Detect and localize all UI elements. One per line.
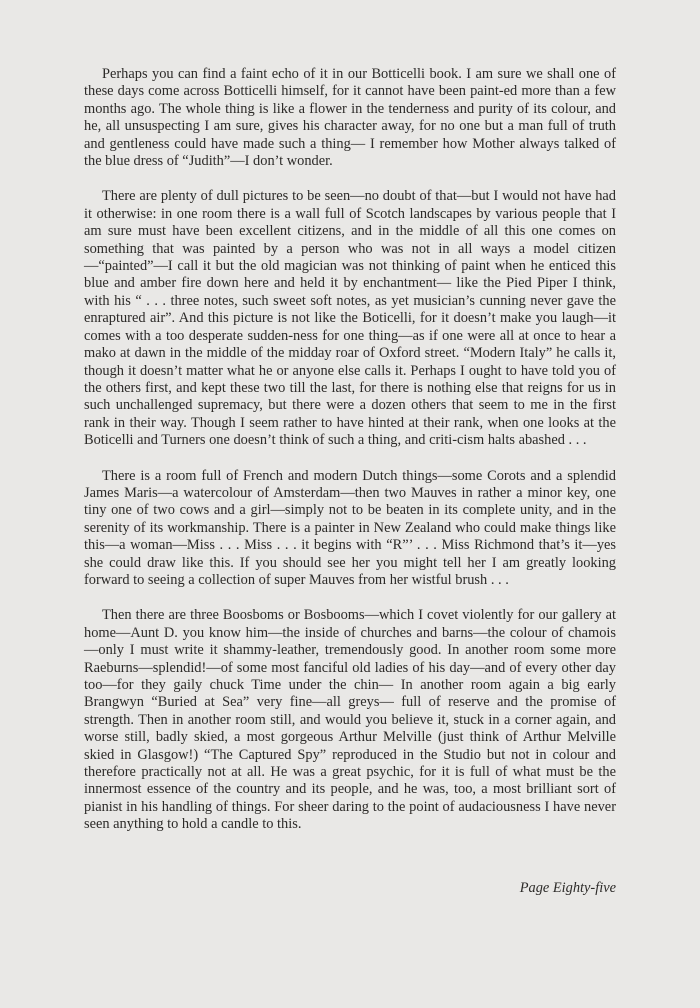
page-number: Page Eighty-five (519, 880, 616, 896)
paragraph-1-text: Perhaps you can find a faint echo of it in our Botticelli book. I am sure we shall one of these days come across Botticelli himself, for it cannot have been paint-ed more than a few months ago. The whole thing is like a flower in the tenderness and purity of its colour, and he, all unsuspecting I am sure, gives his character away, for no one but a man full of truth and gentleness could have made such a thing— I remember how Mother always talked of the blue dress of “Judith”—I don’t wonder. (84, 66, 616, 170)
paragraph-3-text: There is a room full of French and modern Dutch things—some Corots and a splendid James Maris—a watercolour of Amsterdam—then two Mauves in rather a minor key, one tiny one of two cows and a girl—simply not to be beaten in its complete unity, and in the serenity of its workmanship. There is a painter in New Zealand who could make things like this—a woman—Miss . . . Miss . . . it begins with “R”’ . . . Miss Richmond that’s it—yes she could draw like this. If you should see her you might tell her I am greatly looking forward to seeing a collection of super Mauves from her wistful brush . . . (84, 467, 616, 588)
paragraph-4 (84, 607, 616, 833)
paragraph-4-text: Then there are three Boosboms or Bosbooms—which I covet violently for our gallery at home—Aunt D. you know him—the inside of churches and barns—the colour of chamois—only I must write it shammy-leather, tremendously good. In another room some more Raeburns—splendid!—of some most fanciful old ladies of his day—and of every other day too—for they gaily chuck Time under the chin— In another room again a big early Brangwyn “Buried at Sea” very fine—all greys— full of reserve and the promise of strength. Then in another room still, and would you believe it, stuck in a corner again, and worse still, badly skied, a most gorgeous Arthur Melville (just think of Arthur Melville skied in Glasgow!) “The Captured Spy” reproduced in the Studio but not in colour and therefore practically not at all. He was a great psychic, for it is full of what must be the innermost essence of the country and its people, and he was, too, a most brilliant sort of pianist in his handling of things. For sheer daring to the point of audaciousness I have never seen anything to hold a candle to this. (84, 607, 616, 833)
paragraph-2 (84, 188, 616, 449)
body-text (84, 66, 616, 852)
paragraph-1 (84, 66, 616, 170)
paragraph-3 (84, 468, 616, 590)
paragraph-2-text: There are plenty of dull pictures to be seen—no doubt of that—but I would not have had it otherwise: in one room there is a wall full of Scotch landscapes by various people that I am sure must have been excellent citizens, and in the middle of all this one comes on something that was painted by a person who was not in all ways a model citizen—“painted”—I call it but the old magician was not thinking of paint when he enticed this blue and amber fire down here and held it by enchantment— like the Pied Piper I think, with his “ . . . three notes, such sweet soft notes, as yet musician’s cunning never gave the enraptured air”. And this picture is not like the Boticelli, for it doesn’t make you laugh—it comes with a too desperate sudden-ness for one thing—as if one were all at once to hear a mako at dawn in the middle of the midday roar of Oxford street. “Modern Italy” he calls it, though it doesn’t matter what he or anyone else calls it. Perhaps I ought to have told you of the others first, and kept these two till the last, for there is nothing else that reigns for us in such unchallenged supremacy, but there were a dozen others that seem to me in the first rank in their way. Though I seem rather to have hinted at their rank, when one looks at the Boticelli and Turners one doesn’t think of such a thing, and criti-cism halts abashed . . . (84, 188, 616, 449)
